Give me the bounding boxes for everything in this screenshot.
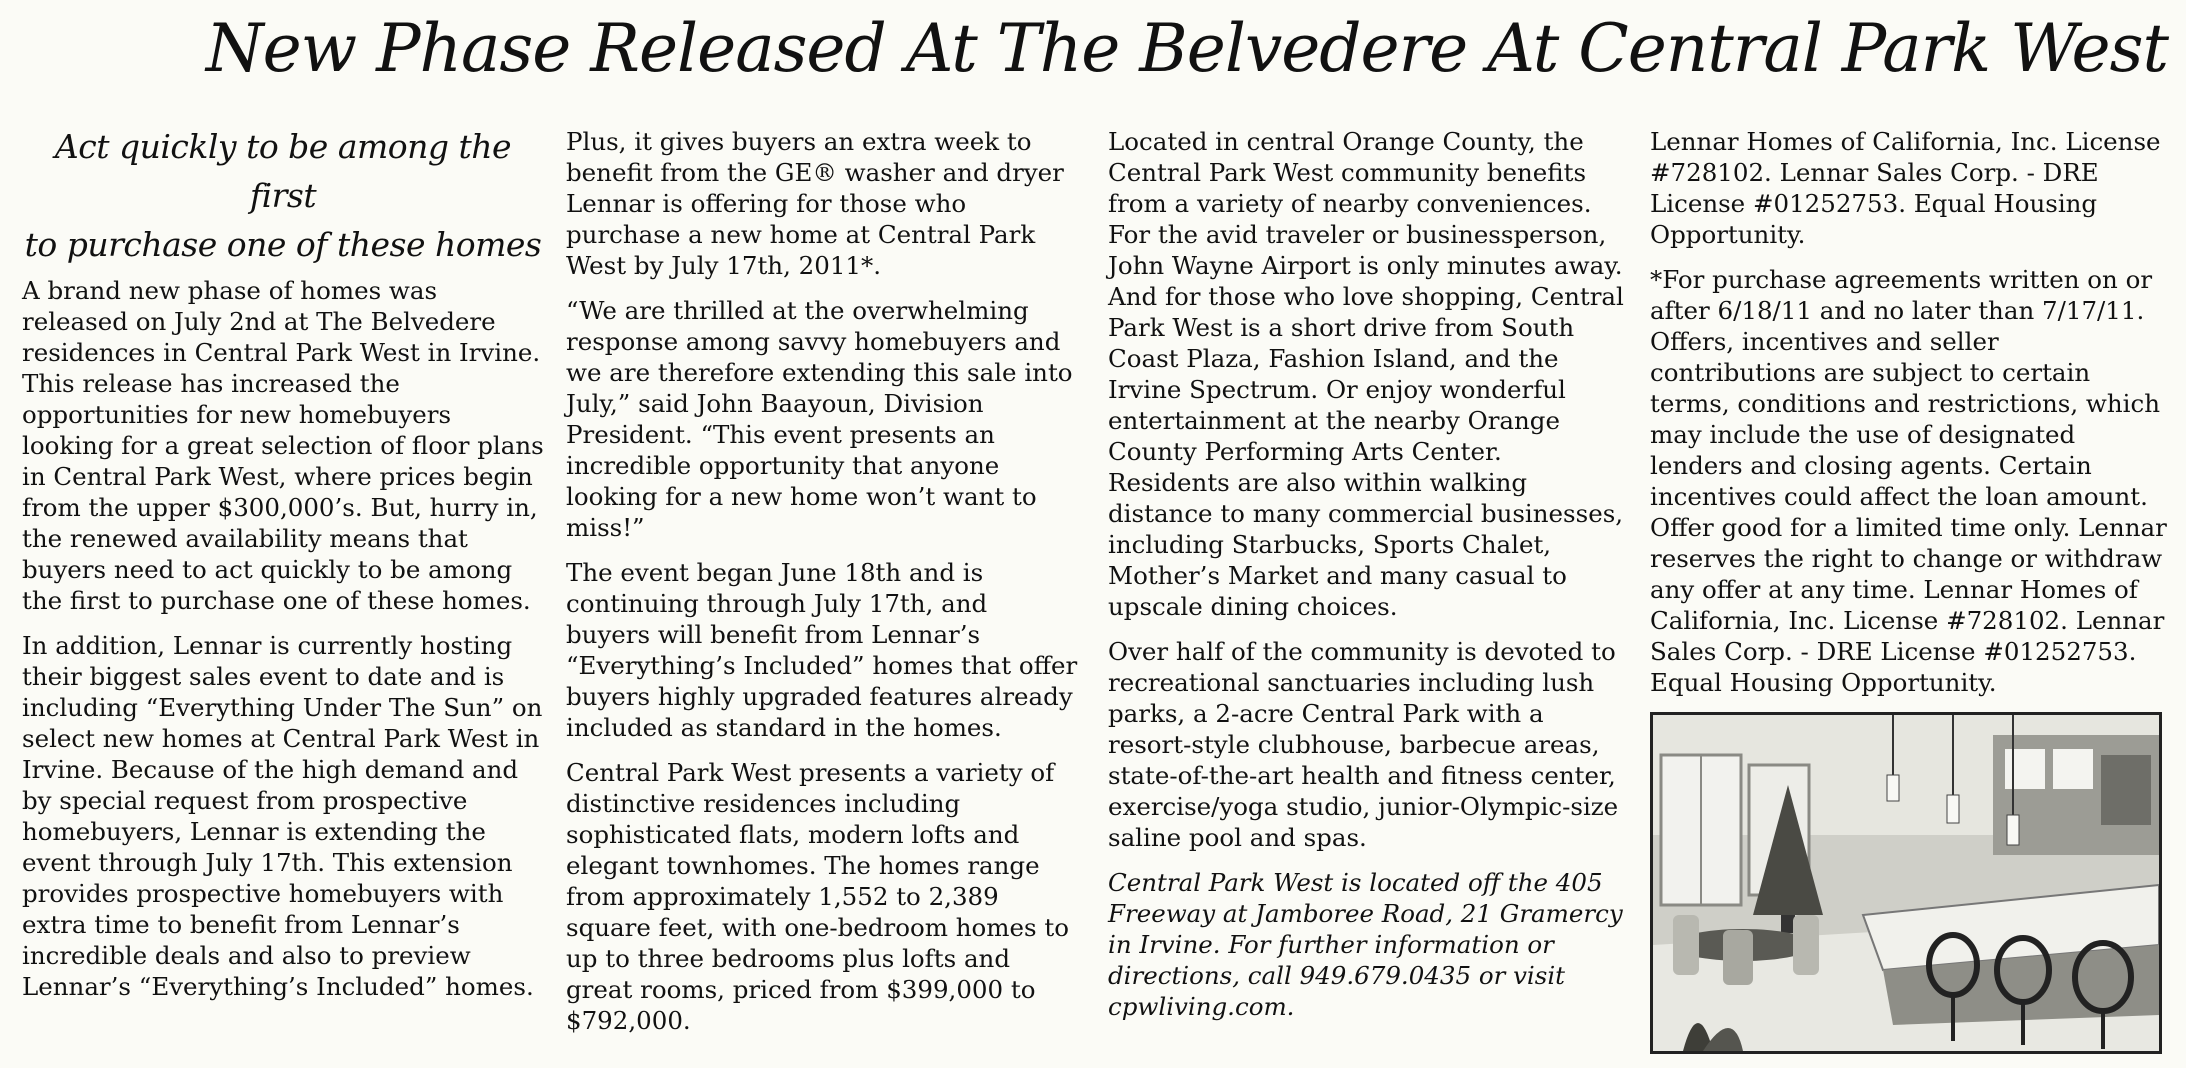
subhead: [22, 122, 544, 269]
interior-photo: [1650, 712, 2162, 1054]
subhead-line-2: to purchase one of these homes: [24, 225, 542, 264]
paragraph-directions: Central Park West is located off the 405 Freeway at Jamboree Road, 21 Gramercy in Irvine. For further information or directions, call 949.679.0435 or visit cpwliving.com.: [1108, 868, 1623, 1021]
paragraph-washer-dryer: Plus, it gives buyers an extra week to benefit from the GE® washer and dryer Lennar is offering for those who purchase a new home at Central Park West by July 17th, 2011*.: [566, 127, 1064, 280]
paragraph-sales-event: In addition, Lennar is currently hosting their biggest sales event to date and is including “Everything Under The Sun” on select new homes at Central Park West in Irvine. Because of the high demand and by special request from prospective homebuyers, Lennar is extending the event through July 17th. This extension provides prospective homebuyers with extra time to benefit from Lennar’s incredible deals and also to preview Lennar’s “Everything’s Included” homes.: [22, 631, 543, 1001]
paragraph-location: Located in central Orange County, the Central Park West community benefits from a variety of nearby conveniences. For the avid traveler or businessperson, John Wayne Airport is only minutes away. And for those who love shopping, Central Park West is a short drive from South Coast Plaza, Fashion Island, and the Irvine Spectrum. Or enjoy wonderful entertainment at the nearby Orange County Performing Arts Center. Residents are also within walking distance to many commercial businesses, including Starbucks, Sports Chalet, Mother’s Market and many casual to upscale dining choices.: [1108, 127, 1624, 621]
paragraph-residences: Central Park West presents a variety of distinctive residences including sophisticated flats, modern lofts and elegant townhomes. The homes range from approximately 1,552 to 2,389 square feet, with one-bedroom homes to up to three bedrooms plus lofts and great rooms, priced from $399,000 to $792,000.: [566, 758, 1069, 1035]
subhead-line-1: Act quickly to be among the first: [54, 127, 512, 215]
paragraph-disclaimer: *For purchase agreements written on or after 6/18/11 and no later than 7/17/11. Offers, incentives and seller contributions are subject to certain terms, conditions and restrictions, which may include the use of designated lenders and closing agents. Certain incentives could affect the loan amount. Offer good for a limited time only. Lennar reserves the right to change or withdraw any offer at any time. Lennar Homes of California, Inc. License #728102. Lennar Sales Corp. - DRE License #01252753. Equal Housing Opportunity.: [1650, 265, 2167, 697]
column-2: [566, 126, 1078, 1050]
column-4: [1650, 126, 2170, 1054]
paragraph-license: Lennar Homes of California, Inc. License #728102. Lennar Sales Corp. - DRE License #01252753. Equal Housing Opportunity.: [1650, 127, 2161, 249]
paragraph-event-dates: The event began June 18th and is continuing through July 17th, and buyers will benefit from Lennar’s “Everything’s Included” homes that offer buyers highly upgraded features already included as standard in the homes.: [566, 558, 1078, 742]
headline: New Phase Released At The Belvedere At Central Park West: [205, 10, 2168, 87]
kitchen-dining-illustration: [1653, 715, 2159, 1051]
paragraph-new-phase: A brand new phase of homes was released on July 2nd at The Belvedere residences in Central Park West in Irvine. This release has increased the opportunities for new homebuyers looking for a great selection of floor plans in Central Park West, where prices begin from the upper $300,000’s. But, hurry in, the renewed availability means that buyers need to act quickly to be among the first to purchase one of these homes.: [22, 276, 544, 615]
paragraph-quote: “We are thrilled at the overwhelming response among savvy homebuyers and we are therefore extending this sale into July,” said John Baayoun, Division President. “This event presents an incredible opportunity that anyone looking for a new home won’t want to miss!”: [566, 296, 1073, 542]
column-3: [1108, 126, 1628, 1036]
column-1: [22, 122, 544, 1016]
paragraph-recreation: Over half of the community is devoted to recreational sanctuaries including lush parks, a 2-acre Central Park with a resort-style clubhouse, barbecue areas, state-of-the-art health and fitness center, exercise/yoga studio, junior-Olympic-size saline pool and spas.: [1108, 637, 1619, 852]
